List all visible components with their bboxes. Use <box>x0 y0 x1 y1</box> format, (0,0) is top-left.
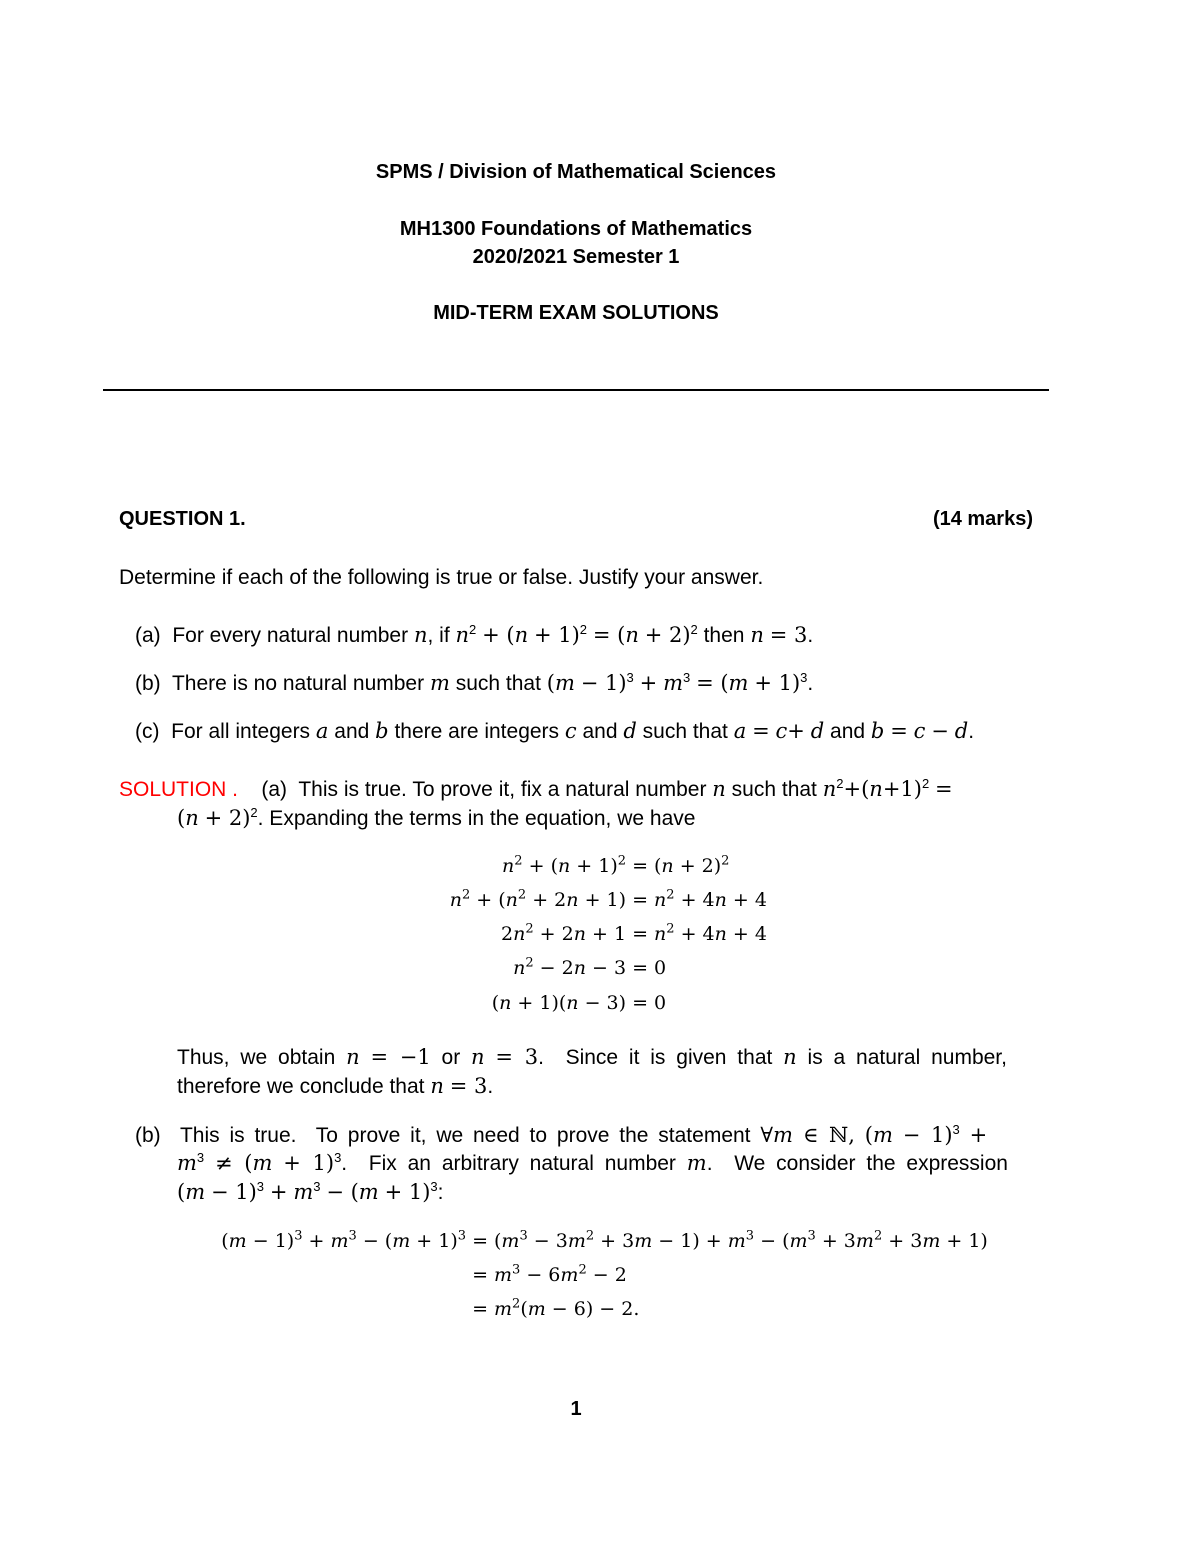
question-marks: (14 marks) <box>932 508 1033 530</box>
solution-b-label: (b) <box>135 1124 161 1147</box>
eq-a2-right: $n^2 + 4n + 4$ <box>654 887 767 911</box>
eq-b3-left: = <box>472 1298 488 1320</box>
course-title: MH1300 Foundations of Mathematics <box>399 218 753 240</box>
eq-a1-left: $n^2 + (n + 1)^2$ = <box>502 853 648 877</box>
solution-b-line3: $(m - 1)^3 + m^3 - (m + 1)^3$: <box>177 1179 444 1204</box>
page-number: 1 <box>570 1398 582 1420</box>
eq-b2-right: $m^3 - 6m^2 - 2$ <box>494 1262 627 1286</box>
header-divider <box>103 389 1049 391</box>
solution-label: SOLUTION . <box>119 778 239 801</box>
part-c-label: (c) <box>135 720 160 743</box>
part-c: (c) For all integers a and b there are integers c and d such that a = c+ d and b = c − d. <box>135 719 975 743</box>
question-title: QUESTION 1. <box>119 508 246 530</box>
solution-b-line2: $m^3 \ne (m + 1)^3$. Fix an arbitrary natural number m. We consider the expression <box>177 1150 1008 1175</box>
solution-a-conclusion-2: therefore we conclude that n = 3. <box>177 1074 494 1098</box>
solution-b-line1: (b) This is true. To prove it, we need to prove the statement ∀m ∈ ℕ, $(m - 1)^3$ + <box>135 1122 988 1147</box>
eq-a1-right: $(n + 2)^2$ <box>654 853 730 877</box>
solution-a-label: (a) <box>261 778 288 801</box>
eq-a2-left: $n^2 + (n^2 + 2n + 1)$ = <box>449 887 648 911</box>
eq-a4-right: 0 <box>654 957 667 979</box>
part-b: (b) There is no natural number m such that $(m - 1)^3 + m^3 = (m + 1)^3$. <box>135 670 814 695</box>
part-b-label: (b) <box>135 672 161 695</box>
solution-a-line1: SOLUTION . (a) This is true. To prove it, fix a natural number n such that $n^2+(n+1)^2$ = <box>119 776 953 801</box>
semester-label: 2020/2021 Semester 1 <box>472 246 680 268</box>
eq-b3-right: $m^2(m - 6) - 2$. <box>494 1296 640 1320</box>
eq-a3-right: $n^2 + 4n + 4$ <box>654 921 767 945</box>
eq-a3-left: $2n^2 + 2n + 1$ = <box>500 921 648 945</box>
eq-b1-right: $(m^3 - 3m^2 + 3m - 1) + m^3 - (m^3 + 3m^2 + 3m + 1)$ <box>494 1228 988 1252</box>
division-heading: SPMS / Division of Mathematical Sciences <box>375 161 777 183</box>
eq-b1-left: $(m - 1)^3 + m^3 - (m + 1)^3$ = <box>221 1228 488 1252</box>
part-a: (a) For every natural number n, if $n^2 + (n + 1)^2 = (n + 2)^2$ then n = 3. <box>135 622 814 647</box>
question-prompt: Determine if each of the following is true or false. Justify your answer. <box>119 566 764 589</box>
eq-a5-right: 0 <box>654 992 667 1014</box>
solution-a-line2: $(n + 2)^2$. Expanding the terms in the equation, we have <box>177 805 696 830</box>
eq-b2-left: = <box>472 1264 488 1286</box>
eq-a4-left: $n^2 - 2n - 3$ = <box>513 955 648 979</box>
solution-a-conclusion-1: Thus, we obtain n = −1 or n = 3. Since it is given that n is a natural number, <box>177 1045 1007 1069</box>
exam-title: MID-TERM EXAM SOLUTIONS <box>433 302 719 324</box>
eq-a5-left: (n + 1)(n − 3) = <box>491 992 648 1014</box>
part-a-label: (a) <box>135 624 161 647</box>
